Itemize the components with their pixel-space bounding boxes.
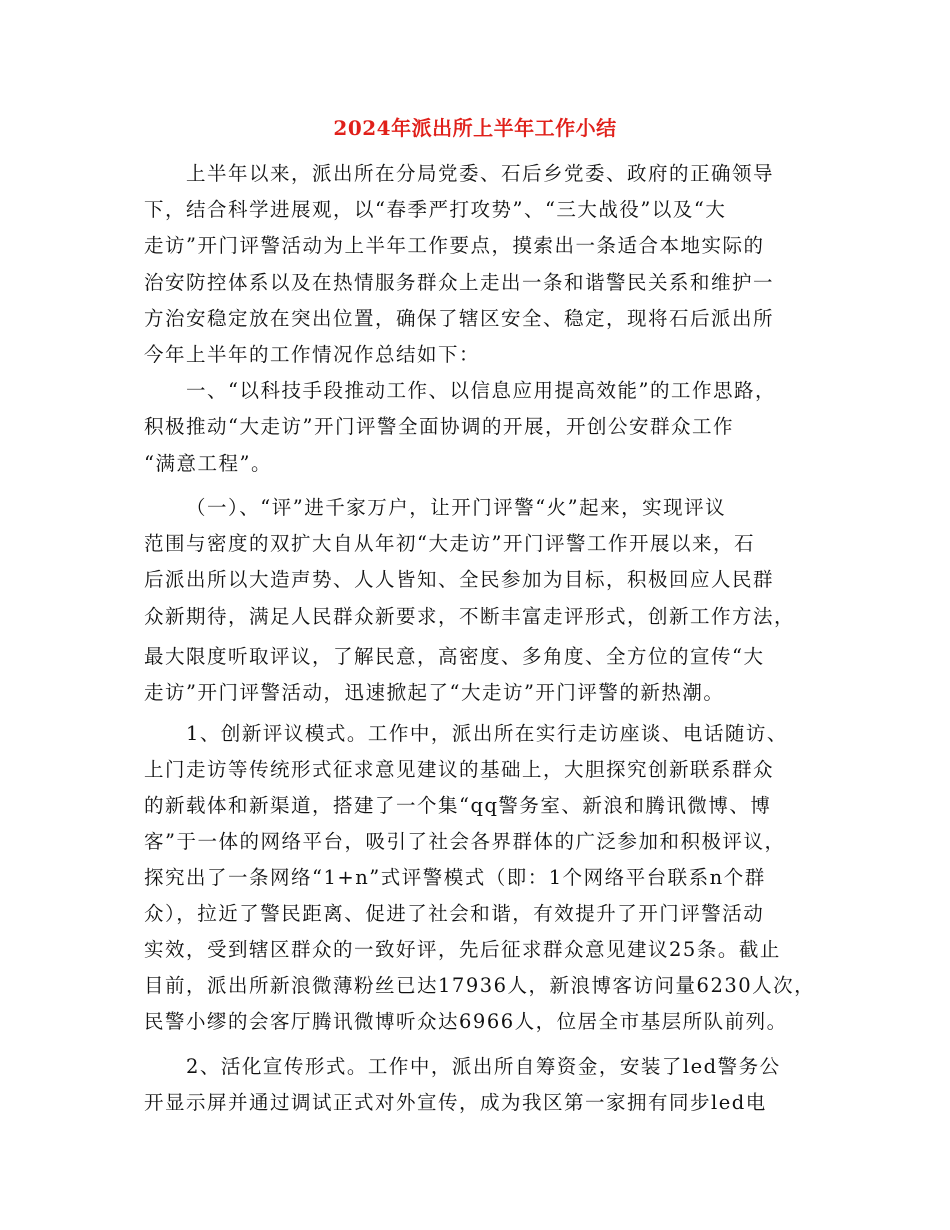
paragraph-line: 一、“以科技手段推动工作、以信息应用提高效能”的工作思路， — [186, 379, 776, 402]
paragraph-line: 走访”开门评警活动为上半年工作要点，摸索出一条适合本地实际的 — [144, 234, 765, 257]
paragraph-line: 治安防控体系以及在热情服务群众上走出一条和谐警民关系和维护一 — [144, 271, 775, 294]
paragraph-line: 实效，受到辖区群众的一致好评，先后征求群众意见建议25条。截止 — [144, 938, 781, 961]
paragraph-line: 1、创新评议模式。工作中，派出所在实行走访座谈、电话随访、 — [186, 722, 788, 745]
paragraph-line: 客”于一体的网络平台，吸引了社会各界群体的广泛参加和积极评议， — [144, 830, 786, 853]
paragraph-line: 下，结合科学进展观，以“春季严打攻势”、“三大战役”以及“大 — [144, 198, 727, 221]
paragraph-line: 积极推动“大走访”开门评警全面协调的开展，开创公安群众工作 — [144, 415, 734, 438]
paragraph-line: 上半年以来，派出所在分局党委、石后乡党委、政府的正确领导 — [186, 162, 775, 185]
paragraph-line: 众），拉近了警民距离、促进了社会和谐，有效提升了开门评警活动 — [144, 902, 765, 925]
paragraph-line: 开显示屏并通过调试正式对外宣传，成为我区第一家拥有同步led电 — [144, 1091, 767, 1114]
paragraph-line: 探究出了一条网络“1+n”式评警模式（即：1个网络平台联系n个群 — [144, 866, 766, 889]
paragraph-line: 走访”开门评警活动，迅速掀起了“大走访”开门评警的新热潮。 — [144, 681, 725, 704]
paragraph-line: 今年上半年的工作情况作总结如下： — [144, 343, 481, 366]
paragraph-line: 2、活化宣传形式。工作中，派出所自筹资金，安装了led警务公 — [186, 1055, 781, 1078]
paragraph-line: 上门走访等传统形式征求意见建议的基础上，大胆探究创新联系群众 — [144, 758, 775, 781]
document-title: 2024年派出所上半年工作小结 — [333, 116, 617, 140]
paragraph-line: “满意工程”。 — [144, 452, 272, 475]
paragraph-line: 后派出所以大造声势、人人皆知、全民参加为目标，积极回应人民群 — [144, 568, 775, 591]
paragraph-line: 方治安稳定放在突出位置，确保了辖区安全、稳定，现将石后派出所 — [144, 307, 775, 330]
paragraph-line: 目前，派出所新浪微薄粉丝已达17936人，新浪博客访问量6230人次， — [144, 974, 816, 997]
paragraph-line: 民警小缪的会客厅腾讯微博听众达6966人，位居全市基层所队前列。 — [144, 1010, 788, 1033]
paragraph-line: （一）、“评”进千家万户，让开门评警“火”起来，实现评议 — [186, 496, 727, 519]
paragraph-line: 最大限度听取评议，了解民意，高密度、多角度、全方位的宣传“大 — [144, 645, 765, 668]
paragraph-line: 的新载体和新渠道，搭建了一个集“qq警务室、新浪和腾讯微博、博 — [144, 794, 772, 817]
paragraph-line: 范围与密度的双扩大自从年初“大走访”开门评警工作开展以来，石 — [144, 532, 755, 555]
paragraph-line: 众新期待，满足人民群众新要求，不断丰富走评形式，创新工作方法， — [144, 605, 796, 628]
